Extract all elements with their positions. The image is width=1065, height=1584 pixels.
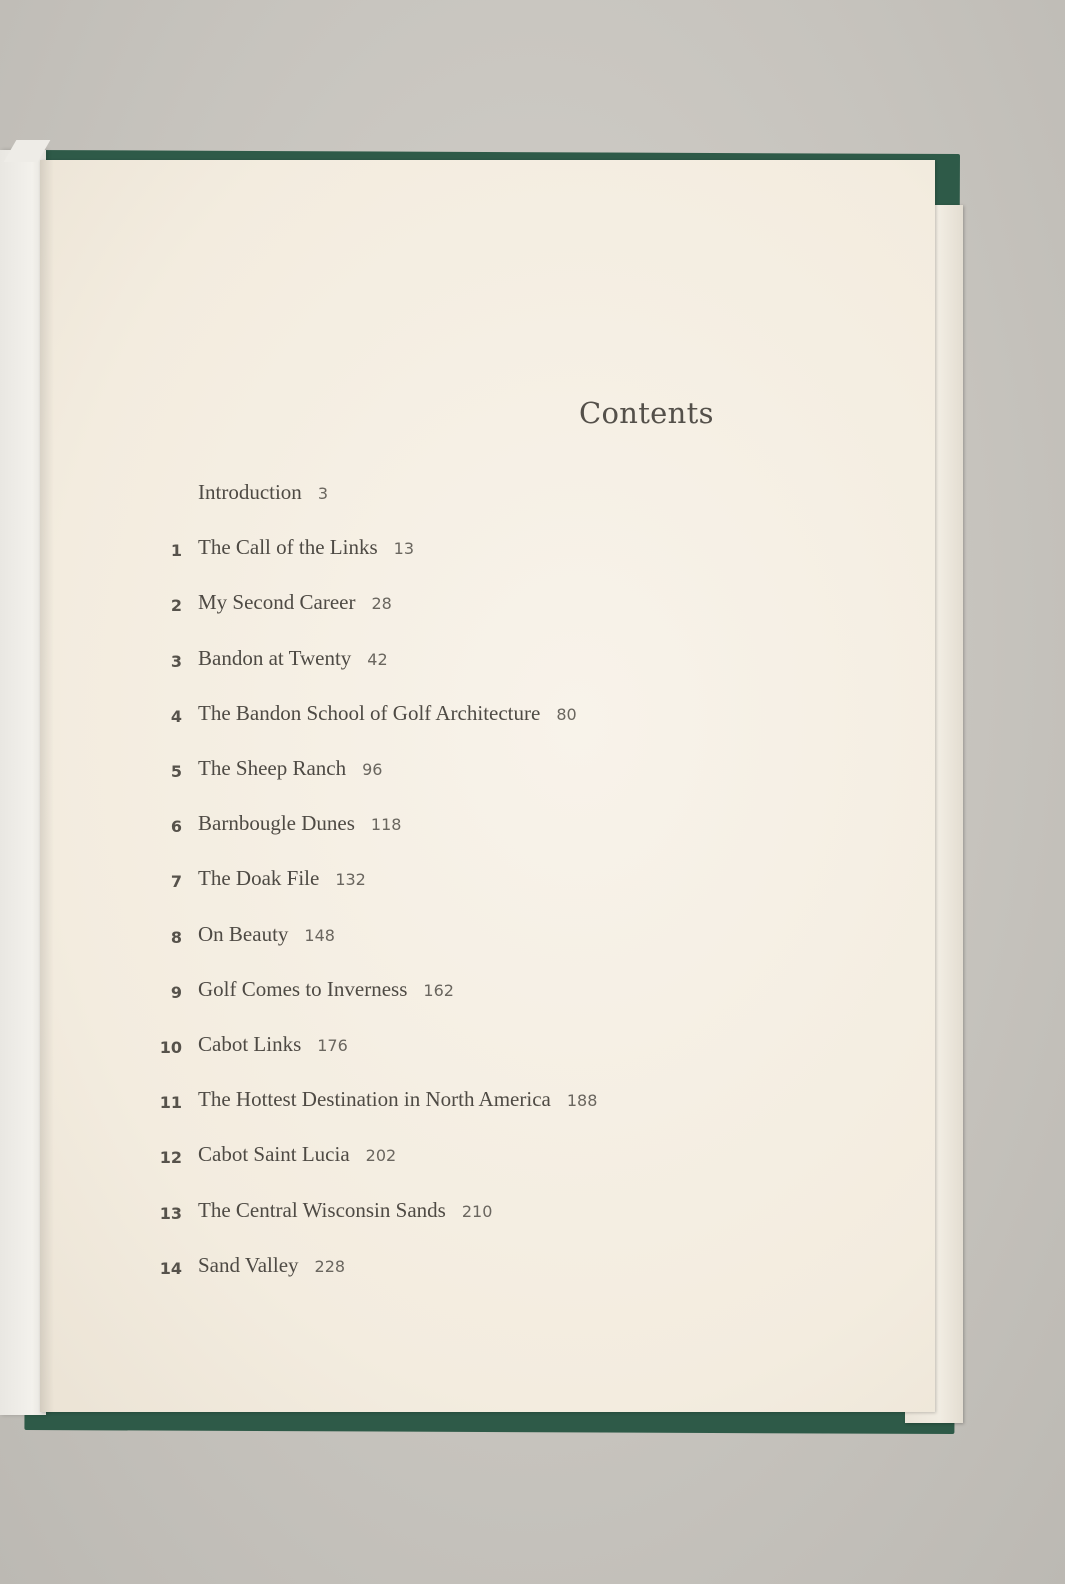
chapter-title [198, 480, 328, 505]
chapter-number: 6 [170, 817, 182, 837]
toc-entry [0, 646, 900, 676]
contents-heading: Contents [579, 396, 714, 430]
chapter-title-text: My Second Career [198, 590, 356, 615]
chapter-number: 4 [170, 706, 182, 726]
toc-entry [0, 977, 900, 1007]
toc-entry [0, 1032, 900, 1062]
chapter-title [198, 701, 577, 726]
chapter-number: 8 [170, 927, 182, 947]
chapter-title [198, 866, 366, 891]
page-number: 28 [371, 594, 392, 614]
chapter-number: 13 [159, 1203, 182, 1223]
chapter-title [198, 1142, 396, 1167]
chapter-title-text: The Doak File [198, 866, 320, 891]
chapter-title-text: Sand Valley [198, 1252, 299, 1277]
chapter-title-text: On Beauty [198, 921, 289, 946]
page-number: 42 [367, 649, 388, 669]
toc-entry [0, 701, 900, 731]
chapter-number: 2 [170, 596, 182, 616]
chapter-number: 12 [159, 1148, 182, 1168]
chapter-title [198, 1198, 492, 1223]
page-number: 202 [365, 1146, 397, 1166]
chapter-title [198, 1253, 345, 1278]
chapter-title [198, 756, 382, 781]
chapter-title [198, 1032, 348, 1057]
chapter-title-text: Introduction [198, 480, 302, 504]
page-number: 118 [370, 815, 402, 835]
chapter-number: 1 [170, 541, 182, 561]
page-number: 228 [314, 1256, 346, 1276]
chapter-title [198, 590, 392, 615]
chapter-title-text: The Hottest Destination in North America [198, 1087, 551, 1112]
toc-entry [0, 1253, 900, 1283]
toc-entry [0, 1142, 900, 1172]
chapter-number: 3 [170, 651, 182, 671]
toc-entry [0, 590, 900, 620]
chapter-title [198, 1087, 597, 1112]
chapter-title [198, 922, 335, 947]
chapter-number: 11 [159, 1093, 182, 1113]
chapter-number: 14 [159, 1258, 182, 1278]
chapter-title-text: Barnbougle Dunes [198, 811, 355, 836]
chapter-title-text: Golf Comes to Inverness [198, 976, 408, 1001]
page-number: 132 [335, 870, 366, 890]
chapter-number: 5 [170, 762, 182, 781]
chapter-title-text: The Central Wisconsin Sands [198, 1197, 446, 1222]
page-number: 162 [423, 980, 454, 1000]
toc-entry [0, 1087, 900, 1117]
toc-entry [0, 756, 900, 786]
page-number: 3 [317, 484, 328, 503]
page-number: 176 [317, 1036, 348, 1055]
page-number: 96 [362, 760, 383, 779]
toc-entry [0, 811, 900, 841]
page-number: 148 [304, 925, 335, 945]
chapter-title-text: The Bandon School of Golf Architecture [198, 700, 541, 725]
chapter-title-text: Cabot Links [198, 1032, 302, 1056]
toc-entry [0, 535, 900, 565]
chapter-title [198, 535, 414, 560]
toc-entry [0, 922, 900, 952]
chapter-number: 10 [159, 1038, 182, 1057]
chapter-number: 9 [170, 982, 182, 1002]
chapter-title-text: The Sheep Ranch [198, 756, 347, 780]
page-number: 188 [566, 1091, 598, 1111]
chapter-title [198, 811, 401, 836]
toc-entry [0, 1198, 900, 1228]
page-number: 80 [556, 704, 577, 724]
chapter-title-text: Bandon at Twenty [198, 645, 352, 670]
chapter-title-text: The Call of the Links [198, 535, 378, 560]
chapter-title-text: Cabot Saint Lucia [198, 1142, 350, 1167]
toc-entry [0, 480, 900, 510]
page-number: 13 [393, 539, 414, 559]
page-number: 210 [461, 1201, 493, 1221]
chapter-number: 7 [170, 872, 182, 892]
chapter-title [198, 977, 454, 1002]
toc-entry [0, 866, 900, 896]
chapter-title [198, 646, 388, 671]
